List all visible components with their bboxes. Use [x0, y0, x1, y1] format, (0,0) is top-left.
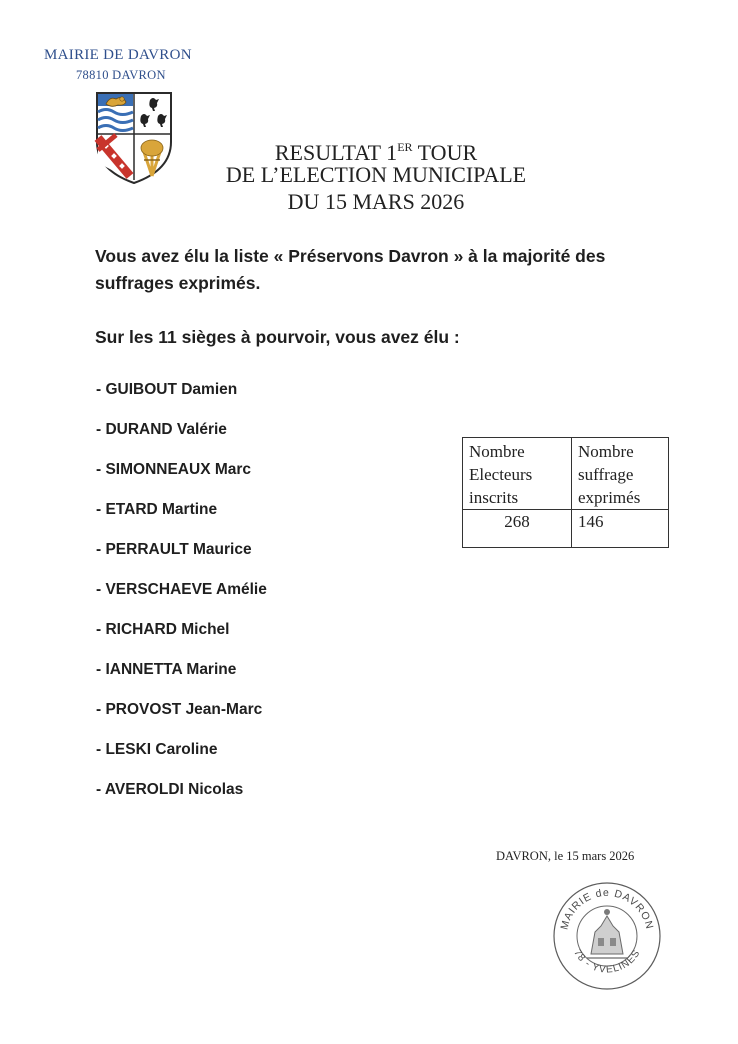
value-registered-voters: 268 — [463, 510, 572, 548]
header-votes-cast: Nombre suffrage exprimés — [572, 438, 669, 510]
title-line-1: RESULTAT 1ER TOUR — [274, 140, 478, 165]
results-table — [462, 437, 669, 548]
title-line-2: DE L’ELECTION MUNICIPALE — [225, 162, 527, 187]
elected-item: - ETARD Martine — [96, 501, 218, 518]
elected-item: - RICHARD Michel — [96, 621, 230, 638]
mairie-stamp-icon — [551, 880, 663, 992]
elected-item: - DURAND Valérie — [96, 421, 227, 438]
elected-item: - VERSCHAEVE Amélie — [96, 581, 267, 598]
header-registered-voters: Nombre Electeurs inscrits — [463, 438, 572, 510]
svg-text:MAIRIE de DAVRON: MAIRIE de DAVRON — [558, 886, 656, 932]
signature-date: DAVRON, le 15 mars 2026 — [496, 849, 635, 863]
mairie-postal-code: 78810 DAVRON — [76, 68, 166, 82]
elected-item: - PROVOST Jean-Marc — [96, 701, 263, 718]
elected-item: - SIMONNEAUX Marc — [96, 461, 252, 478]
elected-item: - AVEROLDI Nicolas — [96, 781, 244, 798]
elected-item: - IANNETTA Marine — [96, 661, 237, 678]
title-line-3: DU 15 MARS 2026 — [287, 189, 465, 214]
svg-text:78 - YVELINES: 78 - YVELINES — [571, 947, 643, 976]
intro-paragraph: Vous avez élu la liste « Préservons Davron » à la majorité des suffrages exprimés. — [95, 246, 606, 293]
elected-item: - PERRAULT Maurice — [96, 541, 252, 558]
elected-list — [96, 381, 267, 821]
elected-item: - GUIBOUT Damien — [96, 381, 238, 398]
elected-item: - LESKI Caroline — [96, 741, 218, 758]
value-votes-cast: 146 — [572, 510, 669, 548]
mairie-name: MAIRIE DE DAVRON — [44, 47, 192, 63]
davron-coat-of-arms-icon — [94, 90, 174, 186]
seats-line: Sur les 11 sièges à pourvoir, vous avez élu : — [95, 327, 460, 347]
